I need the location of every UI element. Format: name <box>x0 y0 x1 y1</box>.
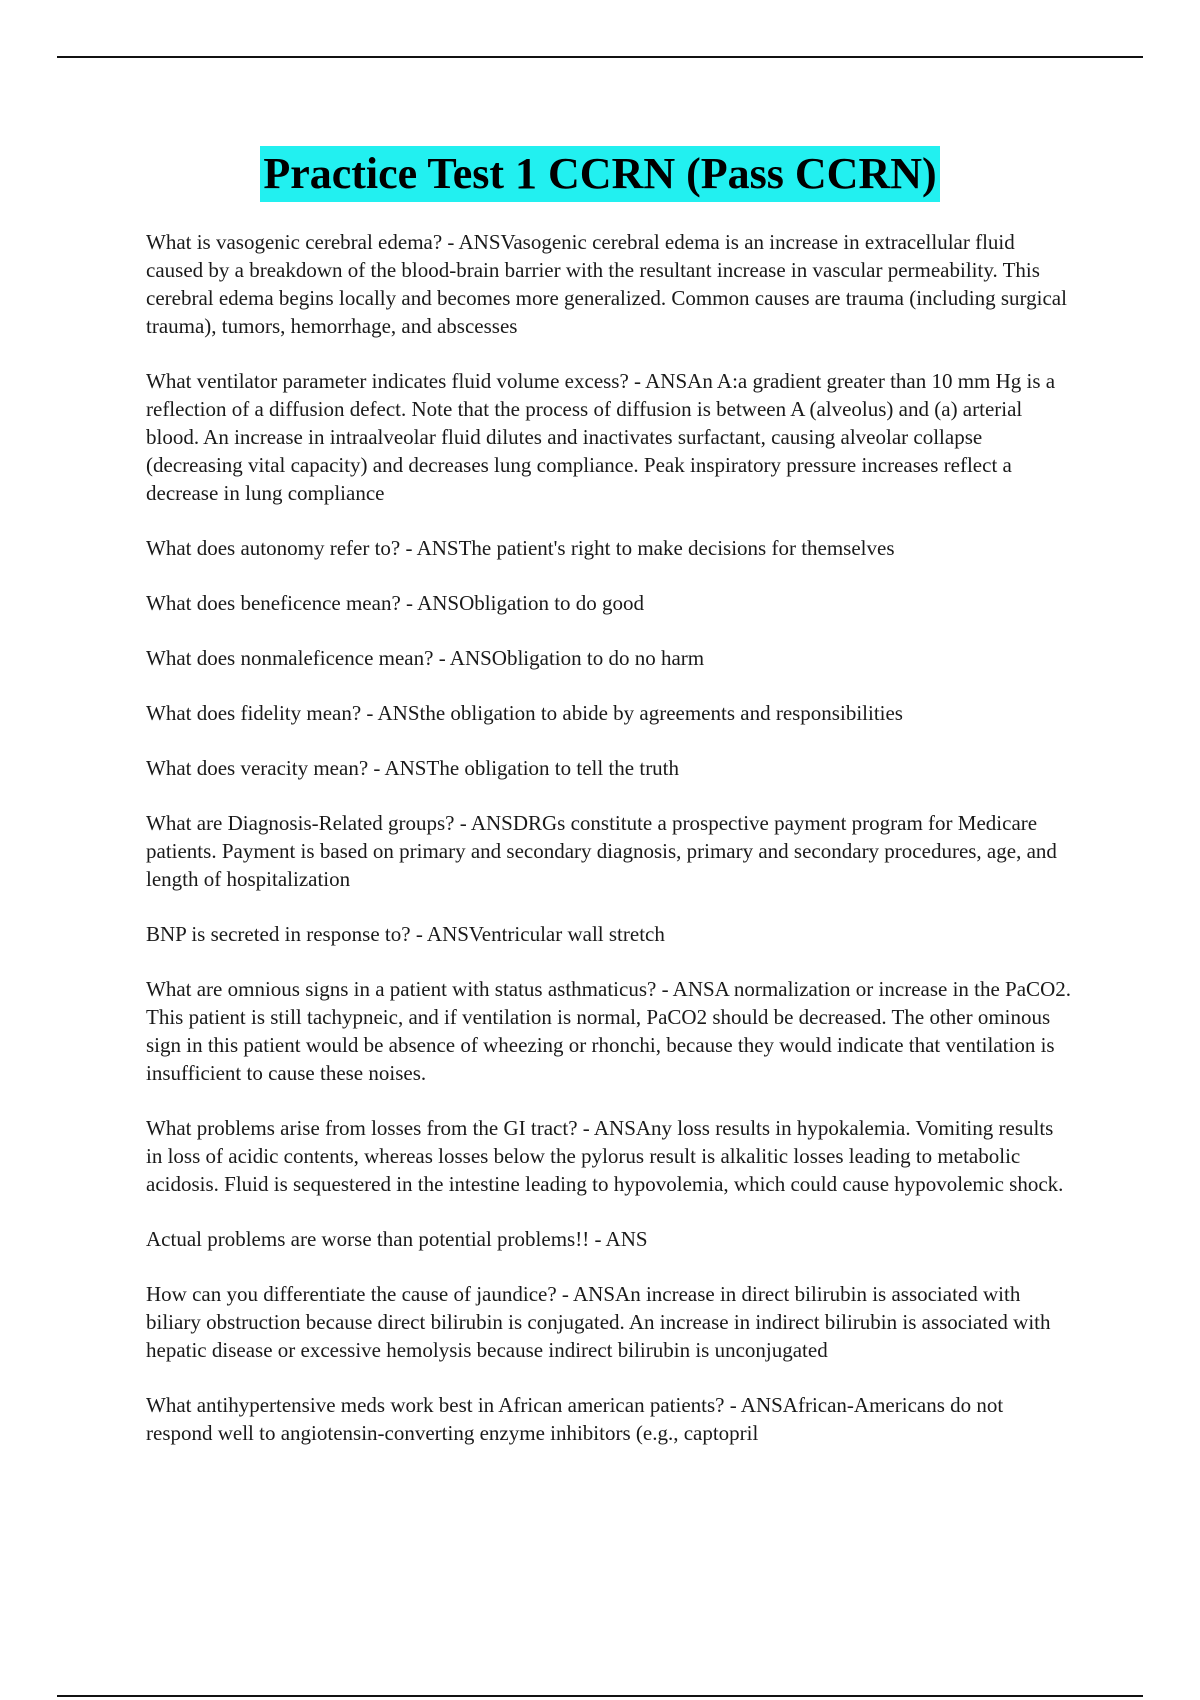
qa-entry-jaundice: How can you differentiate the cause of jaundice? - ANSAn increase in direct bilirubin is associated with biliary obstruction because direct bilirubin is conjugated. An increase in indirect bilirubin is associated with hepatic disease or excessive hemolysis because indirect bilirubin is unconjugated <box>146 1282 1051 1362</box>
qa-entry-antihypertensive: What antihypertensive meds work best in African american patients? - ANSAfrican-Americans do not respond well to angiotensin-converting enzyme inhibitors (e.g., captopril <box>146 1393 1004 1445</box>
qa-entry-status-asthmaticus: What are omnious signs in a patient with status asthmaticus? - ANSA normalization or increase in the PaCO2. This patient is still tachypneic, and if ventilation is normal, PaCO2 should be decreased. The other ominous sign in this patient would be absence of wheezing or rhonchi, because they would indicate that ventilation is insufficient to cause these noises. <box>146 977 1071 1085</box>
qa-entry-vasogenic-edema: What is vasogenic cerebral edema? - ANSVasogenic cerebral edema is an increase in extracellular fluid caused by a breakdown of the blood-brain barrier with the resultant increase in vascular permeability. This cerebral edema begins locally and becomes more generalized. Common causes are trauma (including surgical trauma), tumors, hemorrhage, and abscesses <box>146 230 1067 338</box>
qa-list <box>146 228 1071 1474</box>
header-rule <box>57 56 1143 58</box>
qa-entry-ventilator-parameter: What ventilator parameter indicates fluid volume excess? - ANSAn A:a gradient greater than 10 mm Hg is a reflection of a diffusion defect. Note that the process of diffusion is between A (alveolus) and (a) arterial blood. An increase in intraalveolar fluid dilutes and inactivates surfactant, causing alveolar collapse (decreasing vital capacity) and decreases lung compliance. Peak inspiratory pressure increases reflect a decrease in lung compliance <box>146 369 1056 505</box>
qa-entry-nonmaleficence: What does nonmaleficence mean? - ANSObligation to do no harm <box>146 646 705 670</box>
qa-entry-actual-problems: Actual problems are worse than potential problems!! - ANS <box>146 1227 648 1251</box>
qa-entry-beneficence: What does beneficence mean? - ANSObligation to do good <box>146 591 645 615</box>
qa-entry-gi-losses: What problems arise from losses from the GI tract? - ANSAny loss results in hypokalemia. Vomiting results in loss of acidic contents, whereas losses below the pylorus result is alkalitic losses leading to metabolic acidosis. Fluid is sequestered in the intestine leading to hypovolemia, which could cause hypovolemic shock. <box>146 1116 1064 1196</box>
qa-entry-autonomy: What does autonomy refer to? - ANSThe patient's right to make decisions for themselves <box>146 536 895 560</box>
qa-entry-fidelity: What does fidelity mean? - ANSthe obligation to abide by agreements and responsibilities <box>146 701 903 725</box>
page-title: Practice Test 1 CCRN (Pass CCRN) <box>260 146 939 202</box>
qa-entry-veracity: What does veracity mean? - ANSThe obligation to tell the truth <box>146 756 680 780</box>
footer-rule <box>57 1695 1143 1697</box>
qa-entry-bnp: BNP is secreted in response to? - ANSVentricular wall stretch <box>146 922 665 946</box>
qa-entry-drgs: What are Diagnosis-Related groups? - ANSDRGs constitute a prospective payment program for Medicare patients. Payment is based on primary and secondary diagnosis, primary and secondary procedures, age, and length of hospitalization <box>146 811 1057 891</box>
title-block <box>0 146 1200 202</box>
